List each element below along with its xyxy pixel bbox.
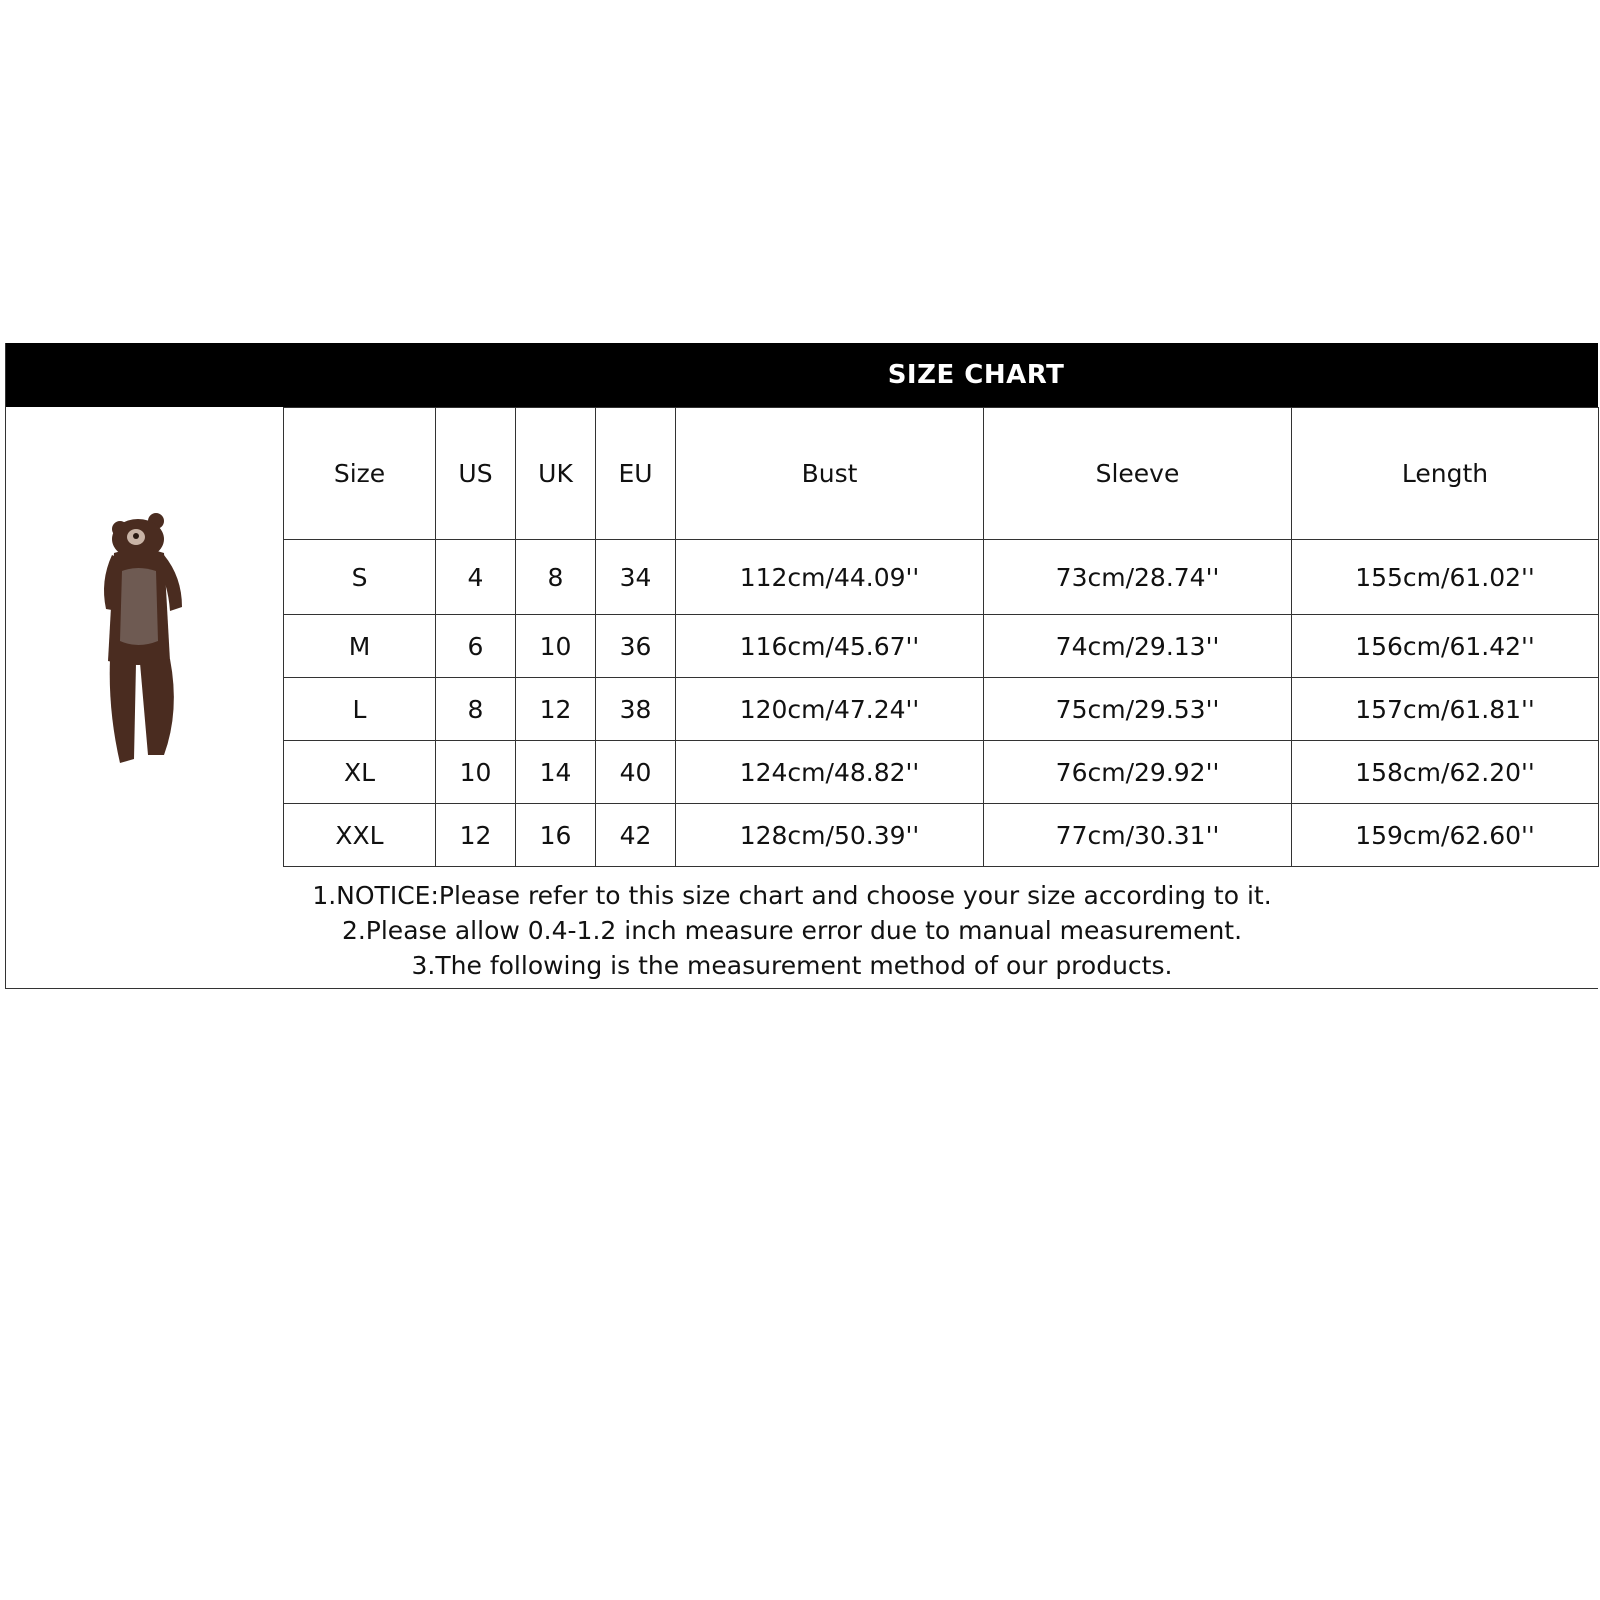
cell-length: 156cm/61.42'' <box>1292 615 1599 678</box>
column-header-us: US <box>436 408 516 540</box>
cell-sleeve: 75cm/29.53'' <box>984 678 1292 741</box>
column-header-size: Size <box>284 408 436 540</box>
column-header-bust: Bust <box>676 408 984 540</box>
cell-size: M <box>284 615 436 678</box>
notes-section <box>6 865 1598 989</box>
size-chart-title: SIZE CHART <box>887 360 1065 390</box>
cell-bust: 124cm/48.82'' <box>676 741 984 804</box>
cell-uk: 10 <box>516 615 596 678</box>
table-row <box>284 804 1599 867</box>
cell-us: 10 <box>436 741 516 804</box>
cell-size: XL <box>284 741 436 804</box>
cell-us: 8 <box>436 678 516 741</box>
cell-bust: 116cm/45.67'' <box>676 615 984 678</box>
column-header-eu: EU <box>596 408 676 540</box>
cell-sleeve: 76cm/29.92'' <box>984 741 1292 804</box>
bear-onesie-photo-icon <box>98 511 193 767</box>
cell-us: 12 <box>436 804 516 867</box>
note-line-1: 1.NOTICE:Please refer to this size chart and choose your size according to it. <box>312 881 1272 910</box>
note-line-3: 3.The following is the measurement method of our products. <box>411 951 1173 980</box>
cell-bust: 128cm/50.39'' <box>676 804 984 867</box>
cell-length: 157cm/61.81'' <box>1292 678 1599 741</box>
cell-length: 158cm/62.20'' <box>1292 741 1599 804</box>
cell-us: 6 <box>436 615 516 678</box>
cell-bust: 120cm/47.24'' <box>676 678 984 741</box>
size-chart <box>5 343 1597 989</box>
table-row <box>284 678 1599 741</box>
cell-eu: 40 <box>596 741 676 804</box>
table-row <box>284 540 1599 615</box>
cell-eu: 42 <box>596 804 676 867</box>
table-row <box>284 615 1599 678</box>
title-bar <box>6 343 1598 407</box>
size-table <box>283 407 1599 867</box>
column-header-sleeve: Sleeve <box>984 408 1292 540</box>
table-row <box>284 741 1599 804</box>
cell-eu: 36 <box>596 615 676 678</box>
cell-sleeve: 74cm/29.13'' <box>984 615 1292 678</box>
table-header-row <box>284 408 1599 540</box>
cell-eu: 34 <box>596 540 676 615</box>
cell-length: 155cm/61.02'' <box>1292 540 1599 615</box>
cell-uk: 12 <box>516 678 596 741</box>
cell-us: 4 <box>436 540 516 615</box>
cell-uk: 16 <box>516 804 596 867</box>
column-header-length: Length <box>1292 408 1599 540</box>
cell-size: L <box>284 678 436 741</box>
cell-sleeve: 77cm/30.31'' <box>984 804 1292 867</box>
cell-bust: 112cm/44.09'' <box>676 540 984 615</box>
note-line-2: 2.Please allow 0.4-1.2 inch measure error due to manual measurement. <box>341 916 1243 945</box>
cell-size: XXL <box>284 804 436 867</box>
cell-uk: 14 <box>516 741 596 804</box>
cell-sleeve: 73cm/28.74'' <box>984 540 1292 615</box>
cell-length: 159cm/62.60'' <box>1292 804 1599 867</box>
cell-size: S <box>284 540 436 615</box>
product-image-cell <box>6 407 283 865</box>
cell-eu: 38 <box>596 678 676 741</box>
cell-uk: 8 <box>516 540 596 615</box>
column-header-uk: UK <box>516 408 596 540</box>
